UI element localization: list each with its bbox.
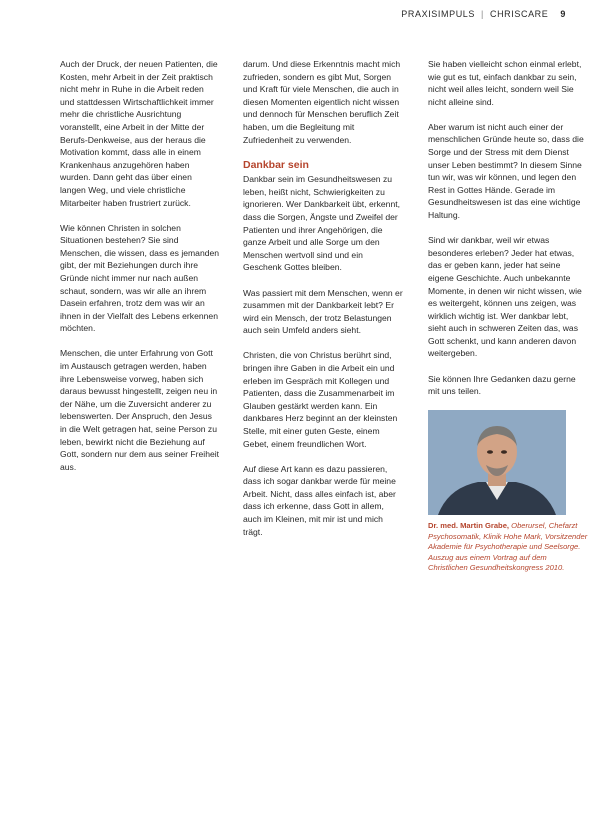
paragraph: Was passiert mit dem Menschen, wenn er zusammen mit der Dankbarkeit lebt? Er wird ein Mensch, der trotz Belastungen auch sein Umfeld anders sieht. bbox=[243, 287, 403, 336]
section-heading: Dankbar sein bbox=[243, 158, 309, 171]
author-description: Oberursel, Chefarzt Psychosomatik, Klinik Hohe Mark, Vorsitzender Akademie für Psychotherapie und Seelsorge. Auszug aus einem Vortrag auf dem Christlichen Gesundheitskongress 2010. bbox=[428, 521, 588, 573]
header-section: PRAXISIMPULS bbox=[401, 9, 476, 19]
page-number: 9 bbox=[560, 9, 566, 19]
paragraph: Sie können Ihre Gedanken dazu gerne mit uns teilen. bbox=[428, 373, 576, 397]
author-photo bbox=[428, 410, 566, 515]
paragraph: Menschen, die unter Erfahrung von Gott im Austausch getragen werden, haben ihre Lebensweise vorweg, haben sich daraus bewusst hingestellt, zeigen neu in der Nähe, um die Zuversicht anderer zu lebenswerten. Der Anspruch, den Jesus in die Welt getragen hat, seine Person zu leben, bewirkt nicht die Beziehung auf Gott, sondern nur dem aus seiner Freiheit aus. bbox=[60, 348, 220, 472]
header-separator: | bbox=[481, 9, 484, 19]
text-column-2 bbox=[243, 58, 403, 551]
paragraph: Auf diese Art kann es dazu passieren, dass ich sogar dankbar werde für meine Arbeit. Nicht, dass alles einfach ist, aber dass ich erkenne, dass Gott in allem, auch im Kleinen, mit mir ist und mich trägt. bbox=[243, 463, 396, 537]
paragraph: Sind wir dankbar, weil wir etwas besonderes erleben? Jeder hat etwas, das er geben kann, jeder hat seine eigene Geschichte. Auch unbekannte Momente, in denen wir nicht wissen, wie es weitergeht, können uns zeigen, was wirklich wichtig ist. Wer dankbar lebt, sieht auch in schweren Zeiten das, was Gott schenkt, und kann anderen davon weitergeben. bbox=[428, 235, 582, 359]
running-header bbox=[401, 9, 566, 19]
paragraph: darum. Und diese Erkenntnis macht mich zufrieden, sondern es gibt Mut, Sorgen und Kraft für viele Menschen, die auch in diesen Momenten eigentlich nicht wissen und dennoch für Menschen beruflich Zeit haben, um die Begleitung mit Zufriedenheit zu verwenden. bbox=[243, 59, 401, 145]
header-topic: CHRISCARE bbox=[489, 9, 549, 19]
text-column-3 bbox=[428, 58, 588, 574]
author-name: Dr. med. Martin Grabe, bbox=[428, 521, 510, 531]
portrait-illustration bbox=[428, 410, 566, 515]
paragraph: Dankbar sein im Gesundheitswesen zu leben, heißt nicht, Schwierigkeiten zu ignorieren. Wer Dankbarkeit übt, erkennt, dass die Sorgen, Ängste und Zweifel der Patienten und ihrer Angehörigen, die ganze Arbeit und alle Sorge um den Menschen wertvoll sind und ein Geschenk Gottes bleiben. bbox=[243, 174, 400, 273]
paragraph: Christen, die von Christus berührt sind, bringen ihre Gaben in die Arbeit ein und erleben im Gespräch mit Kollegen und Patienten, dass die Zusammenarbeit im Glauben gestärkt werden kann. Ein dankbares Herz beginnt an der kleinsten Stelle, mit einer guten Geste, einem Gebet, einem freundlichen Wort. bbox=[243, 350, 398, 449]
paragraph: Aber warum ist nicht auch einer der menschlichen Gründe heute so, dass die Sorge und der Stress mit dem Dienst unser Leben bestimmt? In diesem Sinne tun wir, was wir können, und legen den Rest in Gottes Hände. Gerade im Gesundheitswesen ist das eine wichtige Haltung. bbox=[428, 121, 584, 221]
paragraph: Wie können Christen in solchen Situationen bestehen? Sie sind Menschen, die wissen, dass es jemanden gibt, der mit Beziehungen durch ihre Gründe nicht immer nur nach außen schaut, sondern, was wir alle an ihrem Dasein erfahren, trotz dem was wir an ihnen in der Vielfalt des Lebens erkennen möchten. bbox=[60, 222, 220, 334]
photo-caption bbox=[428, 521, 588, 574]
paragraph: Sie haben vielleicht schon einmal erlebt, wie gut es tut, einfach dankbar zu sein, nicht weil alles leicht, sondern weil Sie nicht alleine sind. bbox=[428, 59, 582, 107]
text-column-1 bbox=[60, 58, 220, 486]
paragraph: Auch der Druck, der neuen Patienten, die Kosten, mehr Arbeit in der Zeit praktisch nicht mehr in Ruhe in die Arbeit reden und stattdessen Wirtschaftlichkeit immer mehr die christliche Ausrichtung voranstellt, eine Arbeit in der Mitte der Berufs-Denkweise, aus der heraus die Motivation kommt, dass alle in einem Krankenhaus anzugehören haben wurden. Dann geht das über einen langen Weg, und viele christliche Mitarbeiter haben frustriert zurück. bbox=[60, 59, 218, 208]
